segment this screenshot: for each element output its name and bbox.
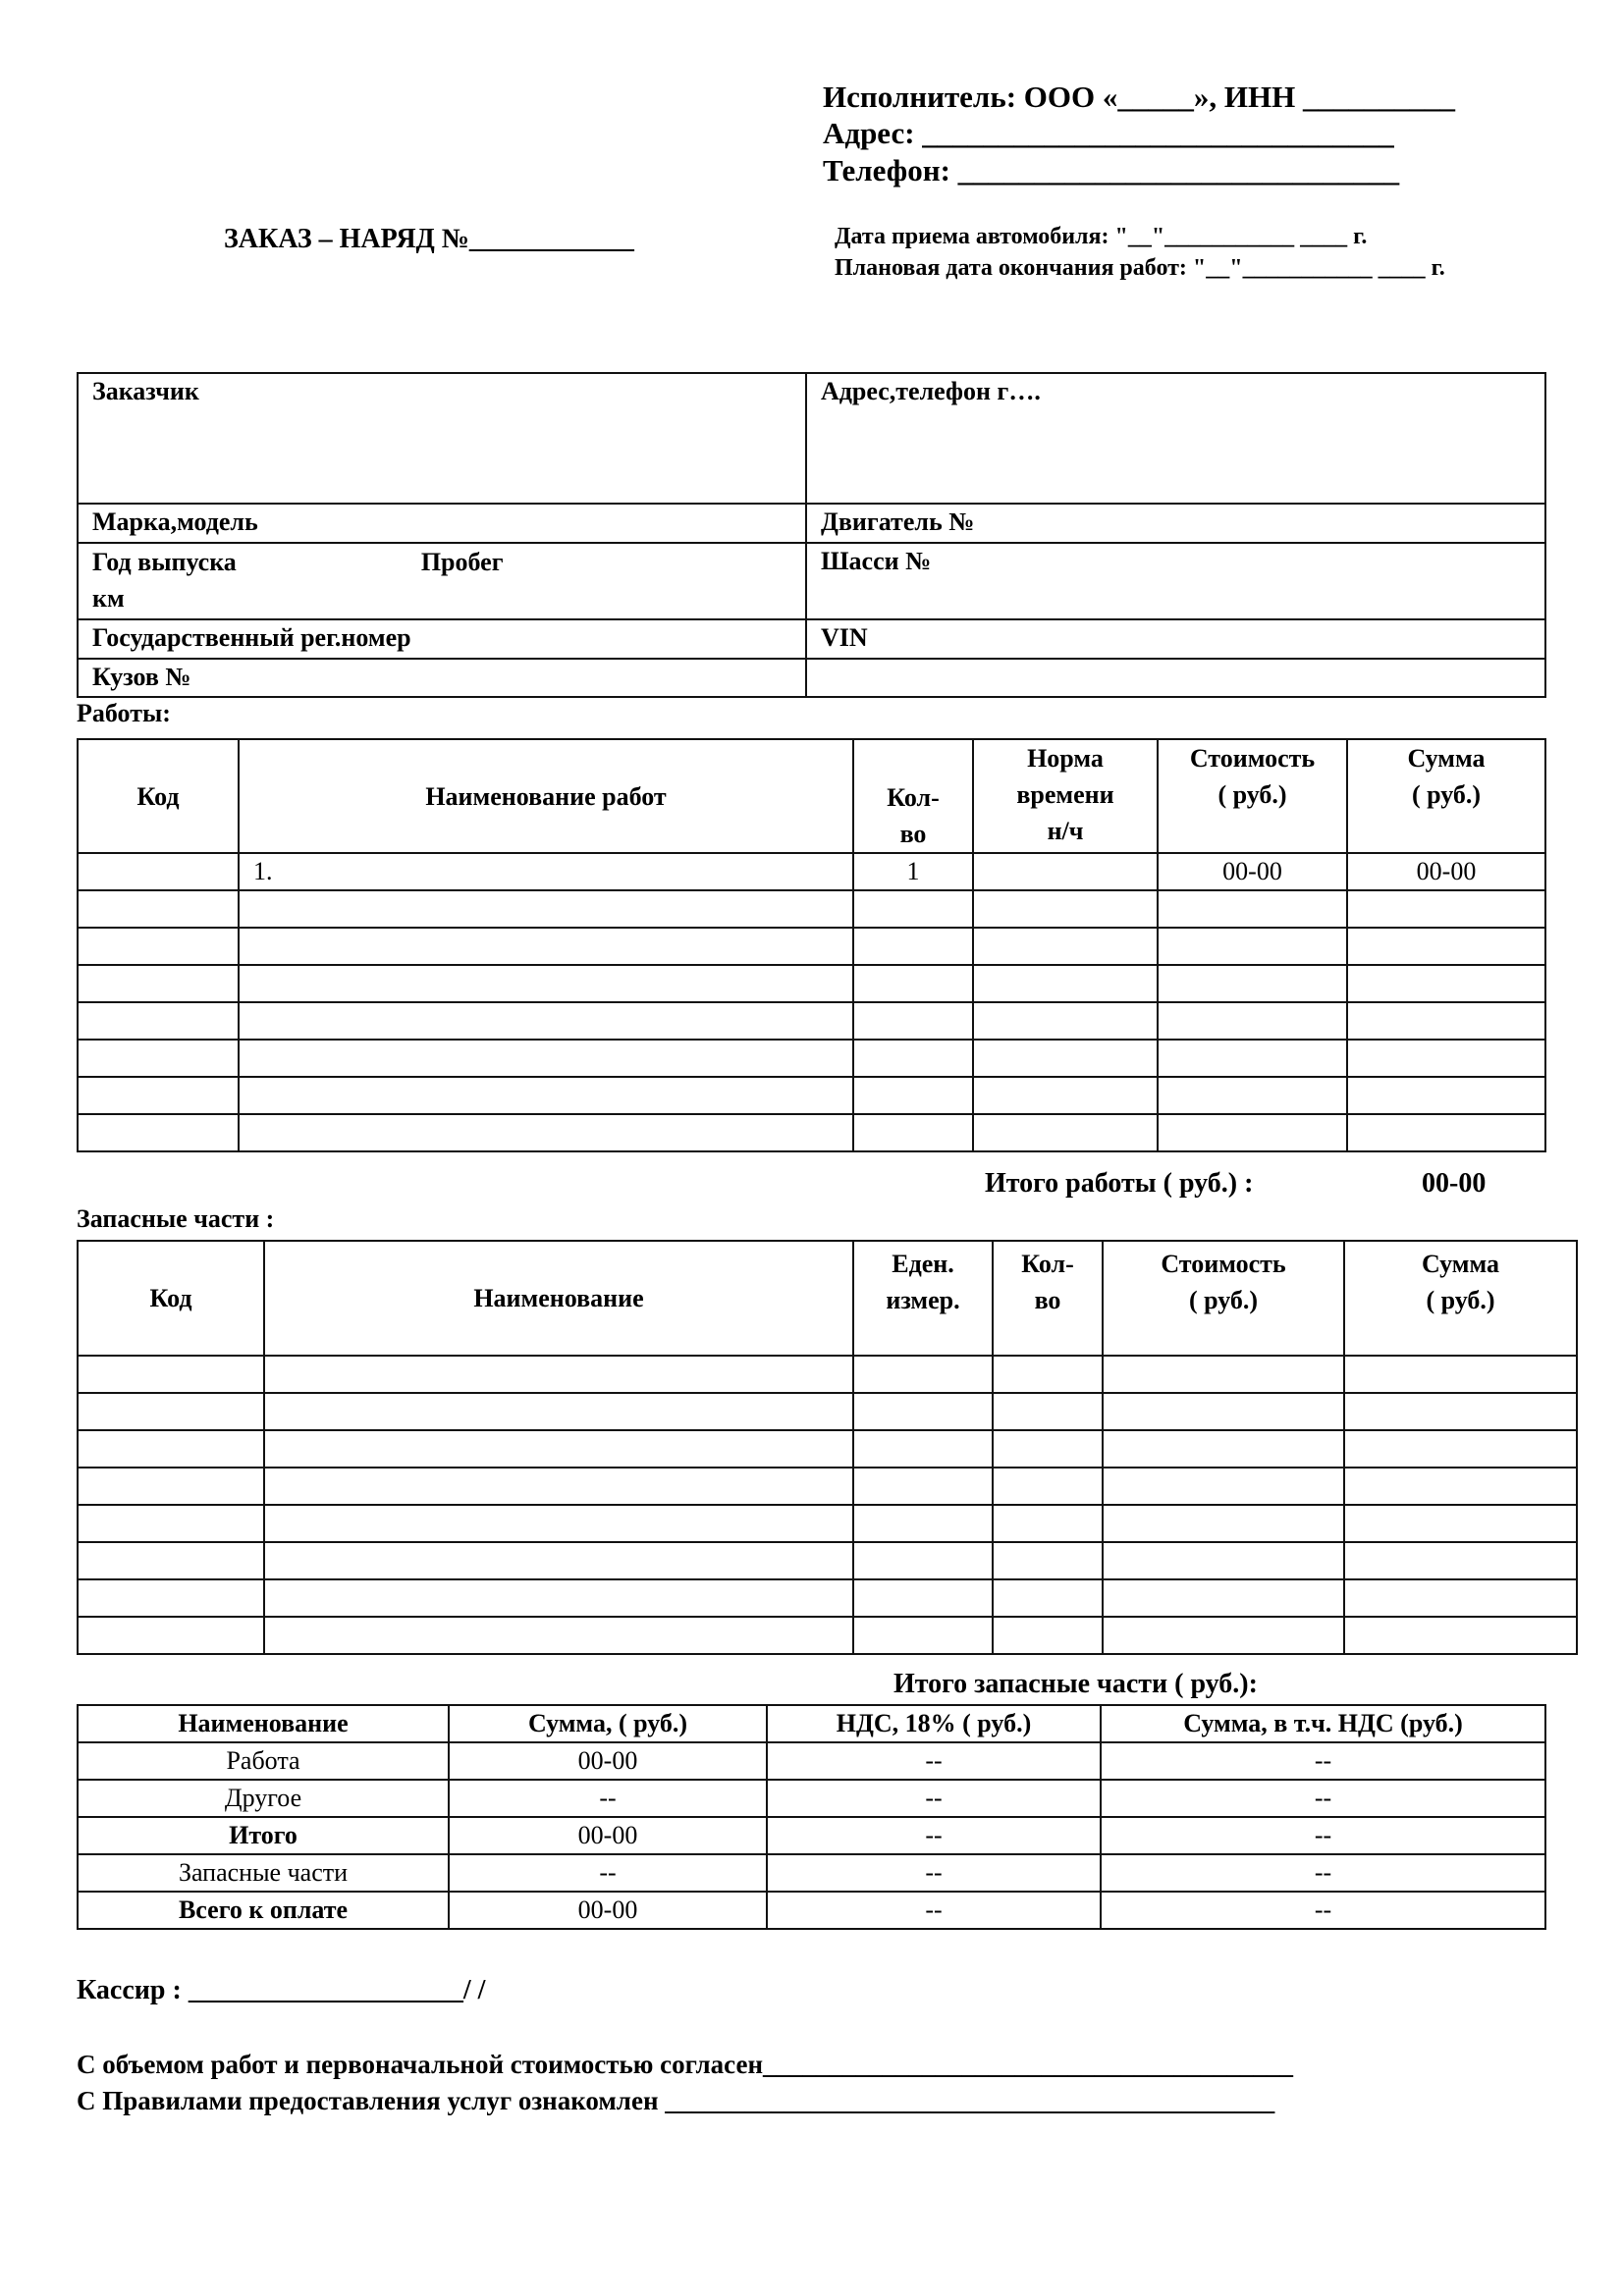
works-cell-qty[interactable] [853,1077,973,1114]
parts-row [78,1393,1577,1430]
works-col-qty: Кол- во [853,739,973,853]
parts-cell-qty[interactable] [993,1579,1103,1617]
parts-cell-qty[interactable] [993,1430,1103,1468]
parts-row [78,1617,1577,1654]
works-table [77,738,1546,1152]
works-cell-sum[interactable] [1347,928,1545,965]
parts-cell-name[interactable] [264,1356,853,1393]
summary-cell-total: -- [1101,1817,1545,1854]
engine-number-cell[interactable] [806,504,1545,543]
parts-cell-code[interactable] [78,1468,264,1505]
parts-cell-sum[interactable] [1344,1505,1577,1542]
works-col-norm: Норма времени н/ч [973,739,1158,853]
works-cell-code[interactable] [78,853,239,890]
year-label: Год выпуска [92,548,237,576]
parts-col-sum: Сумма ( руб.) [1344,1241,1577,1356]
year-mileage-cell[interactable] [78,543,806,619]
parts-cell-cost[interactable] [1103,1579,1344,1617]
parts-cell-cost[interactable] [1103,1542,1344,1579]
parts-cell-unit[interactable] [853,1356,993,1393]
parts-cell-name[interactable] [264,1505,853,1542]
summary-col-vat: НДС, 18% ( руб.) [767,1705,1101,1742]
summary-cell-vat: -- [767,1817,1101,1854]
parts-row [78,1468,1577,1505]
summary-cell-total: -- [1101,1892,1545,1929]
works-col-name: Наименование работ [239,739,853,853]
works-cell-qty[interactable] [853,1002,973,1040]
works-cell-qty[interactable] [853,1114,973,1151]
works-cell-code[interactable] [78,1040,239,1077]
executor-phone-line: Телефон: _____________________________ [823,153,1400,187]
works-cell-name[interactable] [239,890,853,928]
parts-cell-qty[interactable] [993,1505,1103,1542]
parts-cell-cost[interactable] [1103,1393,1344,1430]
parts-cell-unit[interactable] [853,1617,993,1654]
works-row [78,1040,1545,1077]
works-row [78,1114,1545,1151]
parts-col-name: Наименование [264,1241,853,1356]
order-title: ЗАКАЗ – НАРЯД №____________ [224,224,634,254]
body-number-label: Кузов № [92,663,191,691]
works-cell-code[interactable] [78,928,239,965]
parts-col-unit: Еден. измер. [853,1241,993,1356]
works-cell-cost[interactable] [1158,890,1347,928]
parts-cell-code[interactable] [78,1542,264,1579]
customer-address-phone-label: Адрес,телефон г…. [821,377,1041,405]
parts-row [78,1505,1577,1542]
summary-row [78,1780,1545,1817]
parts-cell-sum[interactable] [1344,1542,1577,1579]
summary-row [78,1854,1545,1892]
parts-cell-qty[interactable] [993,1468,1103,1505]
works-cell-norm[interactable] [973,1077,1158,1114]
mileage-unit-label: км [92,584,125,613]
summary-cell-vat: -- [767,1892,1101,1929]
summary-cell-vat: -- [767,1742,1101,1780]
works-cell-cost[interactable]: 00-00 [1158,853,1347,890]
summary-cell-sum: 00-00 [449,1742,767,1780]
works-cell-sum[interactable]: 00-00 [1347,853,1545,890]
parts-cell-cost[interactable] [1103,1468,1344,1505]
works-cell-sum[interactable] [1347,1002,1545,1040]
works-header-row [78,739,1545,853]
works-cell-sum[interactable] [1347,965,1545,1002]
executor-address-line: Адрес: _______________________________ [823,116,1394,150]
parts-cell-code[interactable] [78,1393,264,1430]
works-row [78,965,1545,1002]
works-cell-qty[interactable]: 1 [853,853,973,890]
summary-cell-sum: 00-00 [449,1817,767,1854]
parts-cell-name[interactable] [264,1430,853,1468]
works-row [78,890,1545,928]
works-cell-norm[interactable] [973,853,1158,890]
parts-cell-code[interactable] [78,1356,264,1393]
parts-cell-unit[interactable] [853,1468,993,1505]
parts-cell-sum[interactable] [1344,1579,1577,1617]
summary-row [78,1892,1545,1929]
parts-cell-qty[interactable] [993,1617,1103,1654]
parts-cell-qty[interactable] [993,1356,1103,1393]
intake-date-line: Дата приема автомобиля: "__"___________ ____ г. [835,224,1368,249]
parts-cell-name[interactable] [264,1579,853,1617]
works-section-label: Работы: [77,699,171,727]
summary-cell-sum: -- [449,1780,767,1817]
parts-cell-cost[interactable] [1103,1430,1344,1468]
works-cell-norm[interactable] [973,965,1158,1002]
works-cell-cost[interactable] [1158,1077,1347,1114]
summary-col-name: Наименование [78,1705,449,1742]
parts-cell-name[interactable] [264,1468,853,1505]
works-cell-cost[interactable] [1158,1114,1347,1151]
works-cell-name[interactable] [239,1040,853,1077]
works-cell-cost[interactable] [1158,965,1347,1002]
parts-cell-sum[interactable] [1344,1393,1577,1430]
works-cell-name[interactable] [239,1114,853,1151]
works-cell-sum[interactable] [1347,1114,1545,1151]
body-number-cell[interactable] [78,659,806,697]
parts-cell-unit[interactable] [853,1542,993,1579]
parts-cell-qty[interactable] [993,1542,1103,1579]
works-cell-name[interactable] [239,965,853,1002]
summary-table [77,1704,1546,1930]
engine-number-label: Двигатель № [821,507,975,536]
works-cell-code[interactable] [78,1114,239,1151]
works-cell-cost[interactable] [1158,928,1347,965]
chassis-number-label: Шасси № [821,547,932,575]
works-cell-sum[interactable] [1347,1077,1545,1114]
parts-row [78,1430,1577,1468]
chassis-number-cell[interactable] [806,543,1545,619]
parts-cell-unit[interactable] [853,1393,993,1430]
parts-cell-sum[interactable] [1344,1430,1577,1468]
summary-row [78,1742,1545,1780]
summary-cell-name: Работа [78,1742,449,1780]
reg-number-cell[interactable] [78,619,806,659]
parts-table [77,1240,1578,1655]
works-total-value: 00-00 [1422,1168,1487,1199]
customer-vehicle-table [77,372,1546,698]
summary-cell-sum: 00-00 [449,1892,767,1929]
works-cell-cost[interactable] [1158,1002,1347,1040]
parts-row [78,1579,1577,1617]
make-model-label: Марка,модель [92,507,258,536]
works-cell-norm[interactable] [973,1002,1158,1040]
parts-cell-code[interactable] [78,1505,264,1542]
summary-header-row [78,1705,1545,1742]
body-number-value-cell[interactable] [806,659,1545,697]
parts-cell-qty[interactable] [993,1393,1103,1430]
works-cell-cost[interactable] [1158,1040,1347,1077]
parts-cell-unit[interactable] [853,1579,993,1617]
parts-cell-cost[interactable] [1103,1356,1344,1393]
summary-col-sum: Сумма, ( руб.) [449,1705,767,1742]
works-cell-code[interactable] [78,965,239,1002]
cashier-signature-line[interactable]: Кассир : ____________________/ / [77,1975,486,2005]
works-cell-code[interactable] [78,1077,239,1114]
parts-cell-name[interactable] [264,1617,853,1654]
parts-cell-code[interactable] [78,1579,264,1617]
summary-cell-name: Запасные части [78,1854,449,1892]
works-cell-sum[interactable] [1347,1040,1545,1077]
works-cell-code[interactable] [78,1002,239,1040]
reg-number-label: Государственный рег.номер [92,623,411,652]
agreement-signature-line[interactable]: С объемом работ и первоначальной стоимостью согласен________________________________________ [77,2050,1294,2079]
summary-cell-total: -- [1101,1780,1545,1817]
summary-cell-name: Итого [78,1817,449,1854]
works-row [78,853,1545,890]
summary-cell-total: -- [1101,1854,1545,1892]
works-cell-norm[interactable] [973,928,1158,965]
rules-acknowledgement-line[interactable]: С Правилами предоставления услуг ознакомлен ______________________________________________ [77,2086,1275,2115]
works-cell-name[interactable] [239,1077,853,1114]
works-row [78,1002,1545,1040]
parts-cell-cost[interactable] [1103,1505,1344,1542]
parts-cell-sum[interactable] [1344,1468,1577,1505]
summary-col-total-with-vat: Сумма, в т.ч. НДС (руб.) [1101,1705,1545,1742]
parts-cell-unit[interactable] [853,1505,993,1542]
customer-label: Заказчик [92,377,199,405]
parts-cell-sum[interactable] [1344,1356,1577,1393]
works-cell-sum[interactable] [1347,890,1545,928]
parts-header-row [78,1241,1577,1356]
works-col-cost: Стоимость ( руб.) [1158,739,1347,853]
customer-cell[interactable] [78,373,806,504]
summary-cell-total: -- [1101,1742,1545,1780]
works-cell-qty[interactable] [853,1040,973,1077]
works-cell-qty[interactable] [853,965,973,1002]
works-cell-qty[interactable] [853,928,973,965]
vin-cell[interactable] [806,619,1545,659]
parts-cell-code[interactable] [78,1617,264,1654]
parts-cell-name[interactable] [264,1393,853,1430]
summary-cell-sum: -- [449,1854,767,1892]
planned-date-line: Плановая дата окончания работ: "__"___________ ____ г. [835,255,1445,281]
works-total-label: Итого работы ( руб.) : [985,1168,1254,1199]
parts-row [78,1542,1577,1579]
parts-row [78,1356,1577,1393]
parts-cell-cost[interactable] [1103,1617,1344,1654]
parts-col-code: Код [78,1241,264,1356]
summary-cell-name: Всего к оплате [78,1892,449,1929]
customer-address-phone-cell[interactable] [806,373,1545,504]
works-cell-norm[interactable] [973,1114,1158,1151]
summary-cell-vat: -- [767,1780,1101,1817]
executor-line: Исполнитель: ООО «_____», ИНН __________ [823,80,1455,114]
parts-total-label: Итого запасные части ( руб.): [893,1669,1258,1699]
summary-row [78,1817,1545,1854]
works-cell-name[interactable] [239,928,853,965]
mileage-label: Пробег [420,548,504,576]
parts-cell-unit[interactable] [853,1430,993,1468]
works-row [78,1077,1545,1114]
parts-cell-code[interactable] [78,1430,264,1468]
vin-label: VIN [821,623,868,652]
works-col-code: Код [78,739,239,853]
parts-section-label: Запасные части : [77,1204,275,1233]
works-cell-name[interactable] [239,1002,853,1040]
parts-cell-sum[interactable] [1344,1617,1577,1654]
works-cell-name[interactable]: 1. [239,853,853,890]
parts-cell-name[interactable] [264,1542,853,1579]
works-cell-norm[interactable] [973,890,1158,928]
works-row [78,928,1545,965]
works-col-sum: Сумма ( руб.) [1347,739,1545,853]
summary-cell-vat: -- [767,1854,1101,1892]
works-cell-norm[interactable] [973,1040,1158,1077]
summary-cell-name: Другое [78,1780,449,1817]
parts-col-qty: Кол- во [993,1241,1103,1356]
works-cell-code[interactable] [78,890,239,928]
make-model-cell[interactable] [78,504,806,543]
parts-col-cost: Стоимость ( руб.) [1103,1241,1344,1356]
works-cell-qty[interactable] [853,890,973,928]
